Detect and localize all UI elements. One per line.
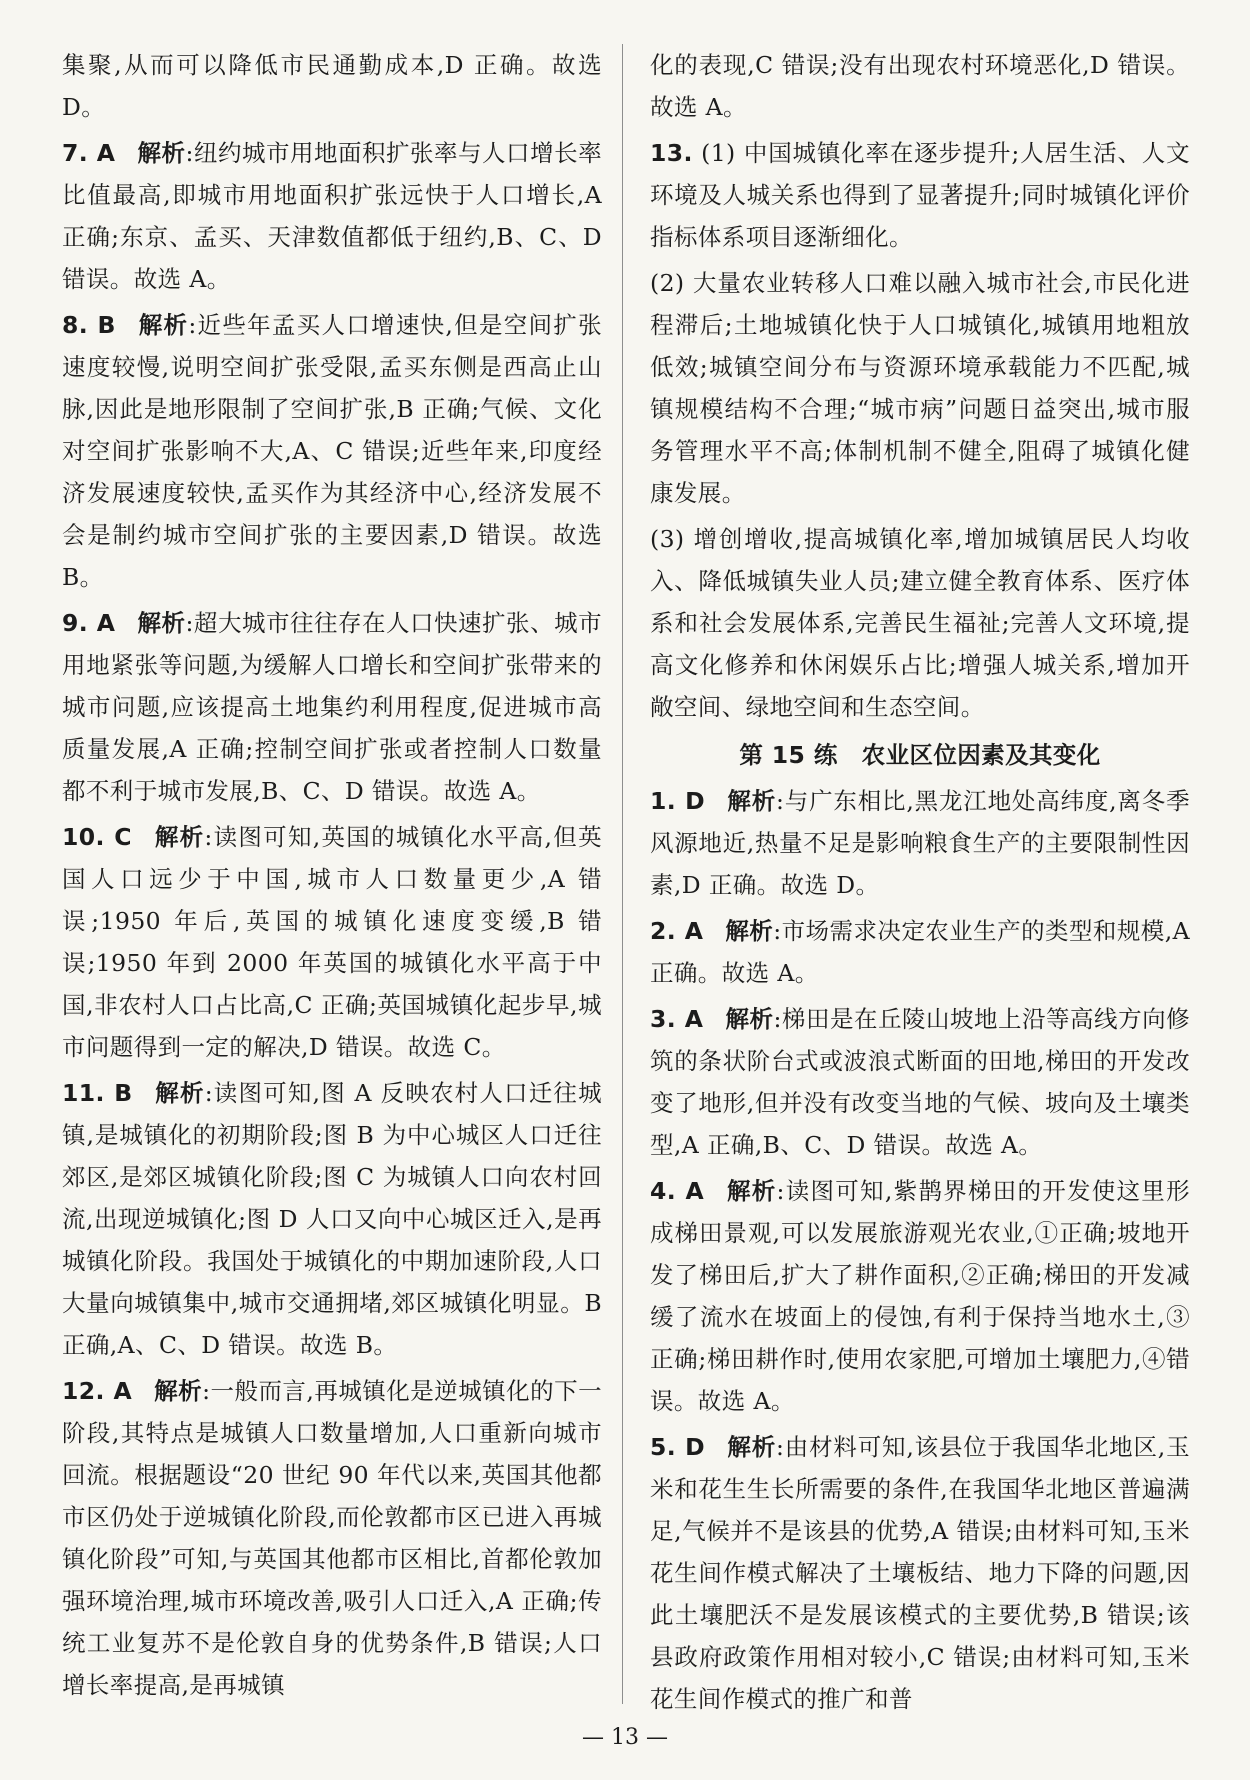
analysis-label: 解析 — [726, 787, 777, 815]
analysis-label: 解析 — [726, 1433, 777, 1461]
analysis-label: 解析 — [154, 1377, 203, 1405]
answer-text: :与广东相比,黑龙江地处高纬度,离冬季风源地近,热量不足是影响粮食生产的主要限制性因素,D 正确。故选 D。 — [650, 787, 1190, 899]
answer-paragraph — [650, 1426, 1190, 1720]
section-heading: 第 15 练 农业区位因素及其变化 — [739, 741, 1101, 769]
answer-paragraph — [650, 780, 1190, 906]
answer-text: :超大城市往往存在人口快速扩张、城市用地紧张等问题,为缓解人口增长和空间扩张带来的城市问题,应该提高土地集约利用程度,促进城市高质量发展,A 正确;控制空间扩张或者控制人口数量都不利于城市发展,B、C、D 错误。故选 A。 — [62, 609, 602, 805]
answer-paragraph — [62, 132, 602, 300]
answer-paragraph — [650, 998, 1190, 1166]
question-number: 4. A — [650, 1177, 705, 1205]
question-number: 3. A — [650, 1005, 704, 1033]
analysis-label: 解析 — [725, 1005, 774, 1033]
question-number: 5. D — [650, 1433, 705, 1461]
question-number: 8. B — [62, 311, 116, 339]
answer-text: 化的表现,C 错误;没有出现农村环境恶化,D 错误。故选 A。 — [650, 51, 1190, 121]
page-number: — 13 — — [582, 1725, 668, 1750]
answer-text: :一般而言,再城镇化是逆城镇化的下一阶段,其特点是城镇人口数量增加,人口重新向城市回流。根据题设“20 世纪 90 年代以来,英国其他都市区仍处于逆城镇化阶段,而伦敦都市区已进入再城镇化阶段”可知,与英国其他都市区相比,首都伦敦加强环境治理,城市环境改善,吸引人口迁入,A 正确;传统工业复苏不是伦敦自身的优势条件,B 错误;人口增长率提高,是再城镇 — [62, 1377, 602, 1699]
answer-paragraph — [62, 816, 602, 1068]
answer-text: :读图可知,图 A 反映农村人口迁往城镇,是城镇化的初期阶段;图 B 为中心城区人口迁往郊区,是郊区城镇化阶段;图 C 为城镇人口向农村回流,出现逆城镇化;图 D 人口又向中心城区迁入,是再城镇化阶段。我国处于城镇化的中期加速阶段,人口大量向城镇集中,城市交通拥堵,郊区城镇化明显。B 正确,A、C、D 错误。故选 B。 — [62, 1079, 602, 1359]
answer-paragraph — [650, 1170, 1190, 1422]
answer-paragraph — [62, 602, 602, 812]
answer-paragraph — [650, 518, 1190, 728]
answer-text: (1) 中国城镇化率在逐步提升;人居生活、人文环境及人城关系也得到了显著提升;同时城镇化评价指标体系项目逐渐细化。 — [650, 139, 1190, 251]
answer-paragraph — [62, 44, 602, 128]
question-number: 10. C — [62, 823, 132, 851]
answer-text: :梯田是在丘陵山坡地上沿等高线方向修筑的条状阶台式或波浪式断面的田地,梯田的开发改变了地形,但并没有改变当地的气候、坡向及土壤类型,A 正确,B、C、D 错误。故选 A。 — [650, 1005, 1190, 1159]
answer-text: :市场需求决定农业生产的类型和规模,A 正确。故选 A。 — [650, 917, 1190, 987]
analysis-label: 解析 — [725, 917, 774, 945]
answer-paragraph — [650, 262, 1190, 514]
answer-paragraph — [650, 132, 1190, 258]
right-answers-block-2 — [650, 780, 1190, 1720]
question-number: 2. A — [650, 917, 704, 945]
analysis-label: 解析 — [154, 1079, 205, 1107]
question-number: 12. A — [62, 1377, 133, 1405]
answer-text: :由材料可知,该县位于我国华北地区,玉米和花生生长所需要的条件,在我国华北地区普遍满足,气候并不是该县的优势,A 错误;由材料可知,玉米花生间作模式解决了土壤板结、地力下降的问题,因此土壤肥沃不是发展该模式的主要优势,B 错误;该县政府政策作用相对较小,C 错误;由材料可知,玉米花生间作模式的推广和普 — [650, 1433, 1190, 1713]
answer-text: (2) 大量农业转移人口难以融入城市社会,市民化进程滞后;土地城镇化快于人口城镇化,城镇用地粗放低效;城镇空间分布与资源环境承载能力不匹配,城镇规模结构不合理;“城市病”问题日益突出,城市服务管理水平不高;体制机制不健全,阻碍了城镇化健康发展。 — [650, 269, 1190, 507]
question-number: 13. — [650, 139, 693, 167]
answer-paragraph — [650, 910, 1190, 994]
left-column — [62, 44, 602, 1710]
analysis-label: 解析 — [137, 139, 186, 167]
answer-text: :读图可知,紫鹊界梯田的开发使这里形成梯田景观,可以发展旅游观光农业,①正确;坡地开发了梯田后,扩大了耕作面积,②正确;梯田的开发减缓了流水在坡面上的侵蚀,有利于保持当地水土,③正确;梯田耕作时,使用农家肥,可增加土壤肥力,④错误。故选 A。 — [650, 1177, 1190, 1415]
answer-text: (3) 增创增收,提高城镇化率,增加城镇居民人均收入、降低城镇失业人员;建立健全教育体系、医疗体系和社会发展体系,完善民生福祉;完善人文环境,提高文化修养和休闲娱乐占比;增强人城关系,增加开敞空间、绿地空间和生态空间。 — [650, 525, 1190, 721]
right-answers-block — [650, 44, 1190, 728]
right-column — [650, 44, 1190, 1724]
analysis-label: 解析 — [153, 823, 205, 851]
question-number: 7. A — [62, 139, 116, 167]
answer-text: :读图可知,英国的城镇化水平高,但英国人口远少于中国,城市人口数量更少,A 错误;1950 年后,英国的城镇化速度变缓,B 错误;1950 年到 2000 年英国的城镇化水平高于中国,非农村人口占比高,C 正确;英国城镇化起步早,城市问题得到一定的解决,D 错误。故选 C。 — [62, 823, 602, 1061]
answer-paragraph — [62, 1370, 602, 1706]
question-number: 9. A — [62, 609, 116, 637]
question-number: 1. D — [650, 787, 705, 815]
answer-text: 集聚,从而可以降低市民通勤成本,D 正确。故选 D。 — [62, 51, 602, 121]
answer-text: :近些年孟买人口增速快,但是空间扩张速度较慢,说明空间扩张受限,孟买东侧是西高止山脉,因此是地形限制了空间扩张,B 正确;气候、文化对空间扩张影响不大,A、C 错误;近些年来,印度经济发展速度较快,孟买作为其经济中心,经济发展不会是制约城市空间扩张的主要因素,D 错误。故选 B。 — [62, 311, 602, 591]
analysis-label: 解析 — [137, 311, 189, 339]
answer-paragraph — [62, 1072, 602, 1366]
analysis-label: 解析 — [726, 1177, 777, 1205]
column-divider — [622, 44, 623, 1704]
analysis-label: 解析 — [137, 609, 186, 637]
answer-paragraph — [650, 44, 1190, 128]
question-number: 11. B — [62, 1079, 133, 1107]
answer-text: :纽约城市用地面积扩张率与人口增长率比值最高,即城市用地面积扩张远快于人口增长,A 正确;东京、孟买、天津数值都低于纽约,B、C、D 错误。故选 A。 — [62, 139, 602, 293]
answer-paragraph — [62, 304, 602, 598]
